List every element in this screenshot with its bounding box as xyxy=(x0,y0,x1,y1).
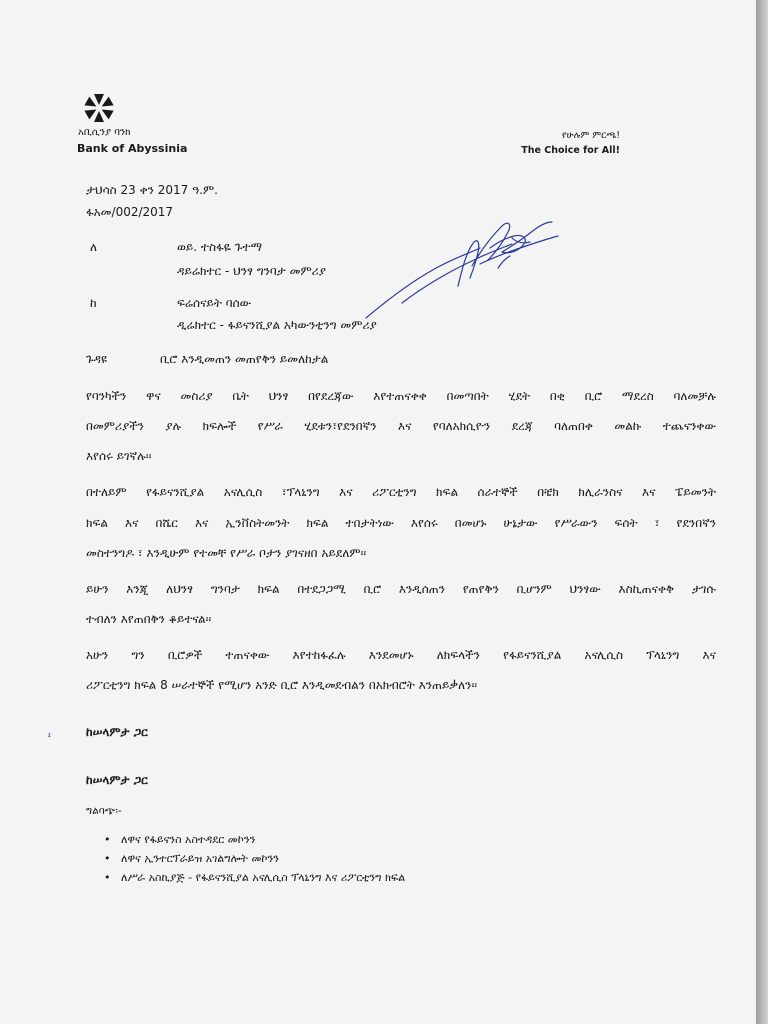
cc-item-text: ለሥራ አስኪያጅ - የፋይናንሺያል አናሊሲስ ፕላኒንግ እና ሪፖርቲንግ ክፍል xyxy=(121,871,406,884)
bullet-icon: • xyxy=(104,833,111,846)
reference-number: ፋአመ/002/2017 xyxy=(86,205,174,219)
paragraph-3-line-1: ይሁን እንጂ ለህንፃ ግንባታ ክፍል በተደጋጋሚ ቢሮ እንዲሰጠን የጠየቅን ቢሆንም ህንፃው እስኪጠናቀቅ ታገሱ xyxy=(86,582,716,596)
paragraph-3-line-2: ተብለን እየጠበቅን ቆይተናል፡፡ xyxy=(86,612,212,626)
paper-edge xyxy=(756,0,768,1024)
cc-item xyxy=(104,868,405,887)
letter-date: ታህሳስ 23 ቀን 2017 ዓ.ም. xyxy=(86,183,218,197)
subject-text: ቢሮ እንዲመጠን መጠየቅን ይመለከታል xyxy=(160,352,329,366)
paragraph-2-line-2: ክፍል እና በሼር እና ኢንቨስትመንት ክፍል ተበታትነው እየሰሩ በመሆኑ ሁኔታው የሥራውን ፍሰት ፣ የደንበኛን xyxy=(86,516,716,530)
star-logo-icon xyxy=(77,88,121,128)
cc-item-text: ለዋና የፋይናንስ አስተዳደር መኮንን xyxy=(121,833,256,846)
bank-name-amharic: አቢሲንያ ባንክ xyxy=(78,127,131,138)
to-prefix: ለ xyxy=(90,240,98,254)
closing-line-2: ከሠላምታ ጋር xyxy=(86,773,148,787)
paragraph-1-line-2: በመምሪያችን ያሉ ክፍሎች የሥራ ሂደቱን፣የደንበኛን እና የባለአክሲዮን ደረጃ ባለጠበቀ መልኩ ተጨናንቀው xyxy=(86,419,716,433)
cc-item xyxy=(104,849,405,868)
recipient-name: ወይ. ተስፋዬ ጉተማ xyxy=(177,240,263,254)
tagline-amharic: የሁሉም ምርጫ! xyxy=(561,130,620,141)
bullet-icon: • xyxy=(104,852,111,865)
cc-item-text: ለዋና ኢንተርፕራይዝ አገልግሎት መኮንን xyxy=(121,852,280,865)
paragraph-2-line-1: በተለይም የፋይናንሺያል አናሊሲስ ፣ፕላኒንግ እና ሪፖርቲንግ ክፍል ሰራተኞች በቼክ ክሊራንስና እና ፔይመንት xyxy=(86,485,716,499)
paragraph-4-line-1: አሁን ግን ቢሮዎች ተጠናቀው እየተከፋፈሉ እንደመሆኑ ለክፍላችን የፋይናንሺያል አናሊሲስ ፕላኒንግ እና xyxy=(86,648,716,662)
paragraph-1-line-3: እየሰሩ ይገኛሉ፡፡ xyxy=(86,449,152,463)
cc-list xyxy=(104,830,405,887)
handwritten-signature xyxy=(362,208,562,323)
margin-mark: ፡ xyxy=(48,728,51,742)
bank-name-english: Bank of Abyssinia xyxy=(77,142,188,155)
cc-label: ግልባጭ፡- xyxy=(86,805,122,817)
paragraph-4-line-2: ሪፖርቲንግ ክፍል 8 ሠራተኞች የሚሆን አንድ ቢሮ እንዲመደብልን በአክብሮት እንጠይቃለን፡፡ xyxy=(86,678,478,692)
paragraph-1-line-1: የባንካችን ዋና መስሪያ ቤት ህንፃ በየደረጃው እየተጠናቀቀ በመጣበት ሂደት በቂ ቢሮ ማደረስ ባለመቻሉ xyxy=(86,389,716,403)
from-prefix: ከ xyxy=(90,296,97,310)
closing-line-1: ከሠላምታ ጋር xyxy=(86,725,148,739)
sender-name: ፍሬሰናይት ባሰው xyxy=(177,296,252,310)
recipient-title: ዳይሬክተር - ህንፃ ግንባታ መምሪያ xyxy=(177,264,326,278)
bullet-icon: • xyxy=(104,871,111,884)
paragraph-2-line-3: መስተንግዶ ፣ እንዲሁም የተመቸ የሥራ ቦታን ያገናዘበ አይደለም፡፡ xyxy=(86,546,367,560)
sender-title: ዲሬክተር - ፋይናንሺያል አካውንቲንግ መምሪያ xyxy=(177,318,377,332)
cc-item xyxy=(104,830,405,849)
subject-label: ጉዳዩ xyxy=(86,352,108,366)
tagline-english: The Choice for All! xyxy=(521,145,620,156)
